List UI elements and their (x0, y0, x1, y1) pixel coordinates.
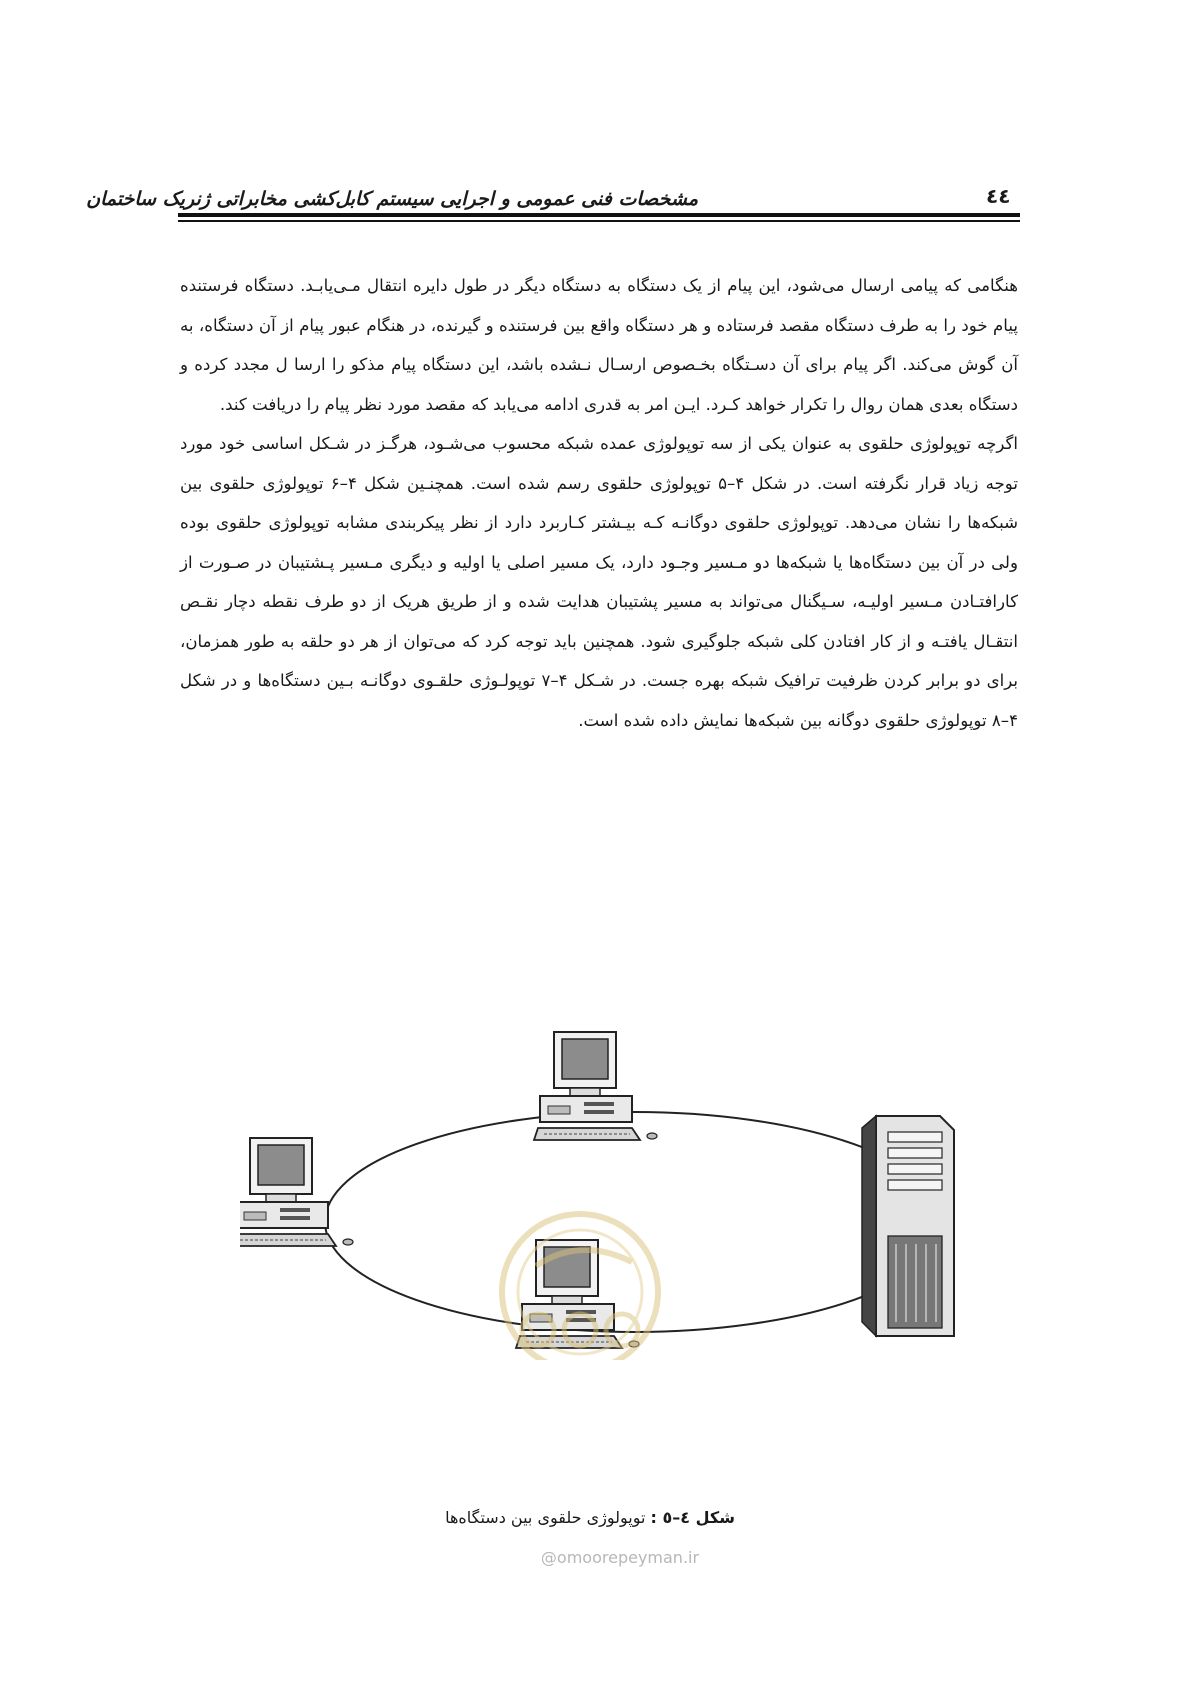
body-text (180, 266, 1018, 740)
figure-caption-text: توپولوژی حلقوی بین دستگاه‌ها (445, 1508, 646, 1527)
workstation-top-icon (534, 1032, 657, 1140)
ring-topology-diagram (240, 1030, 1030, 1360)
ring-cable (325, 1112, 945, 1332)
figure-caption-label: شکل ٤–٥ : (650, 1508, 735, 1527)
ring-topology-figure (240, 1030, 1030, 1360)
header-rule-thin (178, 220, 1020, 222)
paragraph-2: اگرچه توپولوژی حلقوی به عنوان یکی از سه توپولوژی عمده شبکه محسوب می‌شـود، هرگـز در شـکل اساسی خود مورد توجه زیاد قرار نگرفته است. در شکل ۴–۵ توپولوژی حلقوی رسم شده است. همچنـین شکل ۴–۶ توپولوژی حلقوی بین شبکه‌ها را نشان می‌دهد. توپولوژی حلقوی دوگانـه کـه بیـشتر کـاربرد دارد از نظر پیکربندی مشابه توپولوژی حلقوی بوده ولی در آن بین دستگاه‌ها یا شبکه‌ها دو مـسیر وجـود دارد، یک مسیر اصلی یا اولیه و دیگری مـسیر پـشتیبان در صـورت از کارافتـادن مـسیر اولیـه، سـیگنال می‌تواند به مسیر پشتیبان هدایت شده و از طریق هریک از دو طرف نقطه دچار نقـص انتقـال یافتـه و از کار افتادن کلی شبکه جلوگیری شود. همچنین باید توجه کرد که می‌توان از هر دو حلقه به طور همزمان، برای دو برابر کردن ظرفیت ترافیک شبکه بهره جست. در شـکل ۴–۷ توپولـوژی حلقـوی دوگانـه بـین دستگاه‌ها و در شکل ۴–۸ توپولوژی حلقوی دوگانه بین شبکه‌ها نمایش داده شده است. (180, 434, 1018, 730)
figure-caption (400, 1508, 780, 1527)
watermark-url-text: omoorepeyman.ir (556, 1548, 700, 1567)
header-rule-thick (178, 213, 1020, 217)
server-tower-icon (862, 1116, 954, 1336)
page-number: ٤٤ (986, 184, 1011, 208)
running-header-title: مشخصات فنی عمومی و اجرایی سیستم کابل‌کشی مخابراتی ژنریک ساختمان (86, 188, 698, 210)
at-icon: @ (540, 1548, 557, 1567)
paragraph-1: هنگامی که پیامی ارسال می‌شود، این پیام از یک دستگاه به دستگاه دیگر در طول دایره انتقال مـی‌یابـد. دستگاه فرستنده پیام خود را به طرف دستگاه مقصد فرستاده و هر دستگاه واقع بین فرستنده و گیرنده، در هنگام عبور پیام از آن دستگاه، به آن گوش می‌کند. اگر پیام برای آن دسـتگاه بخـصوص ارسـال نـشده باشد، این دستگاه پیام مذکو را ارسا ل مجدد کرده و دستگاه بعدی همان روال را تکرار خواهد کـرد. ایـن امر به قدری ادامه می‌یابد که مقصد مورد نظر پیام را دریافت کند. (180, 276, 1018, 414)
watermark-url (520, 1548, 720, 1567)
